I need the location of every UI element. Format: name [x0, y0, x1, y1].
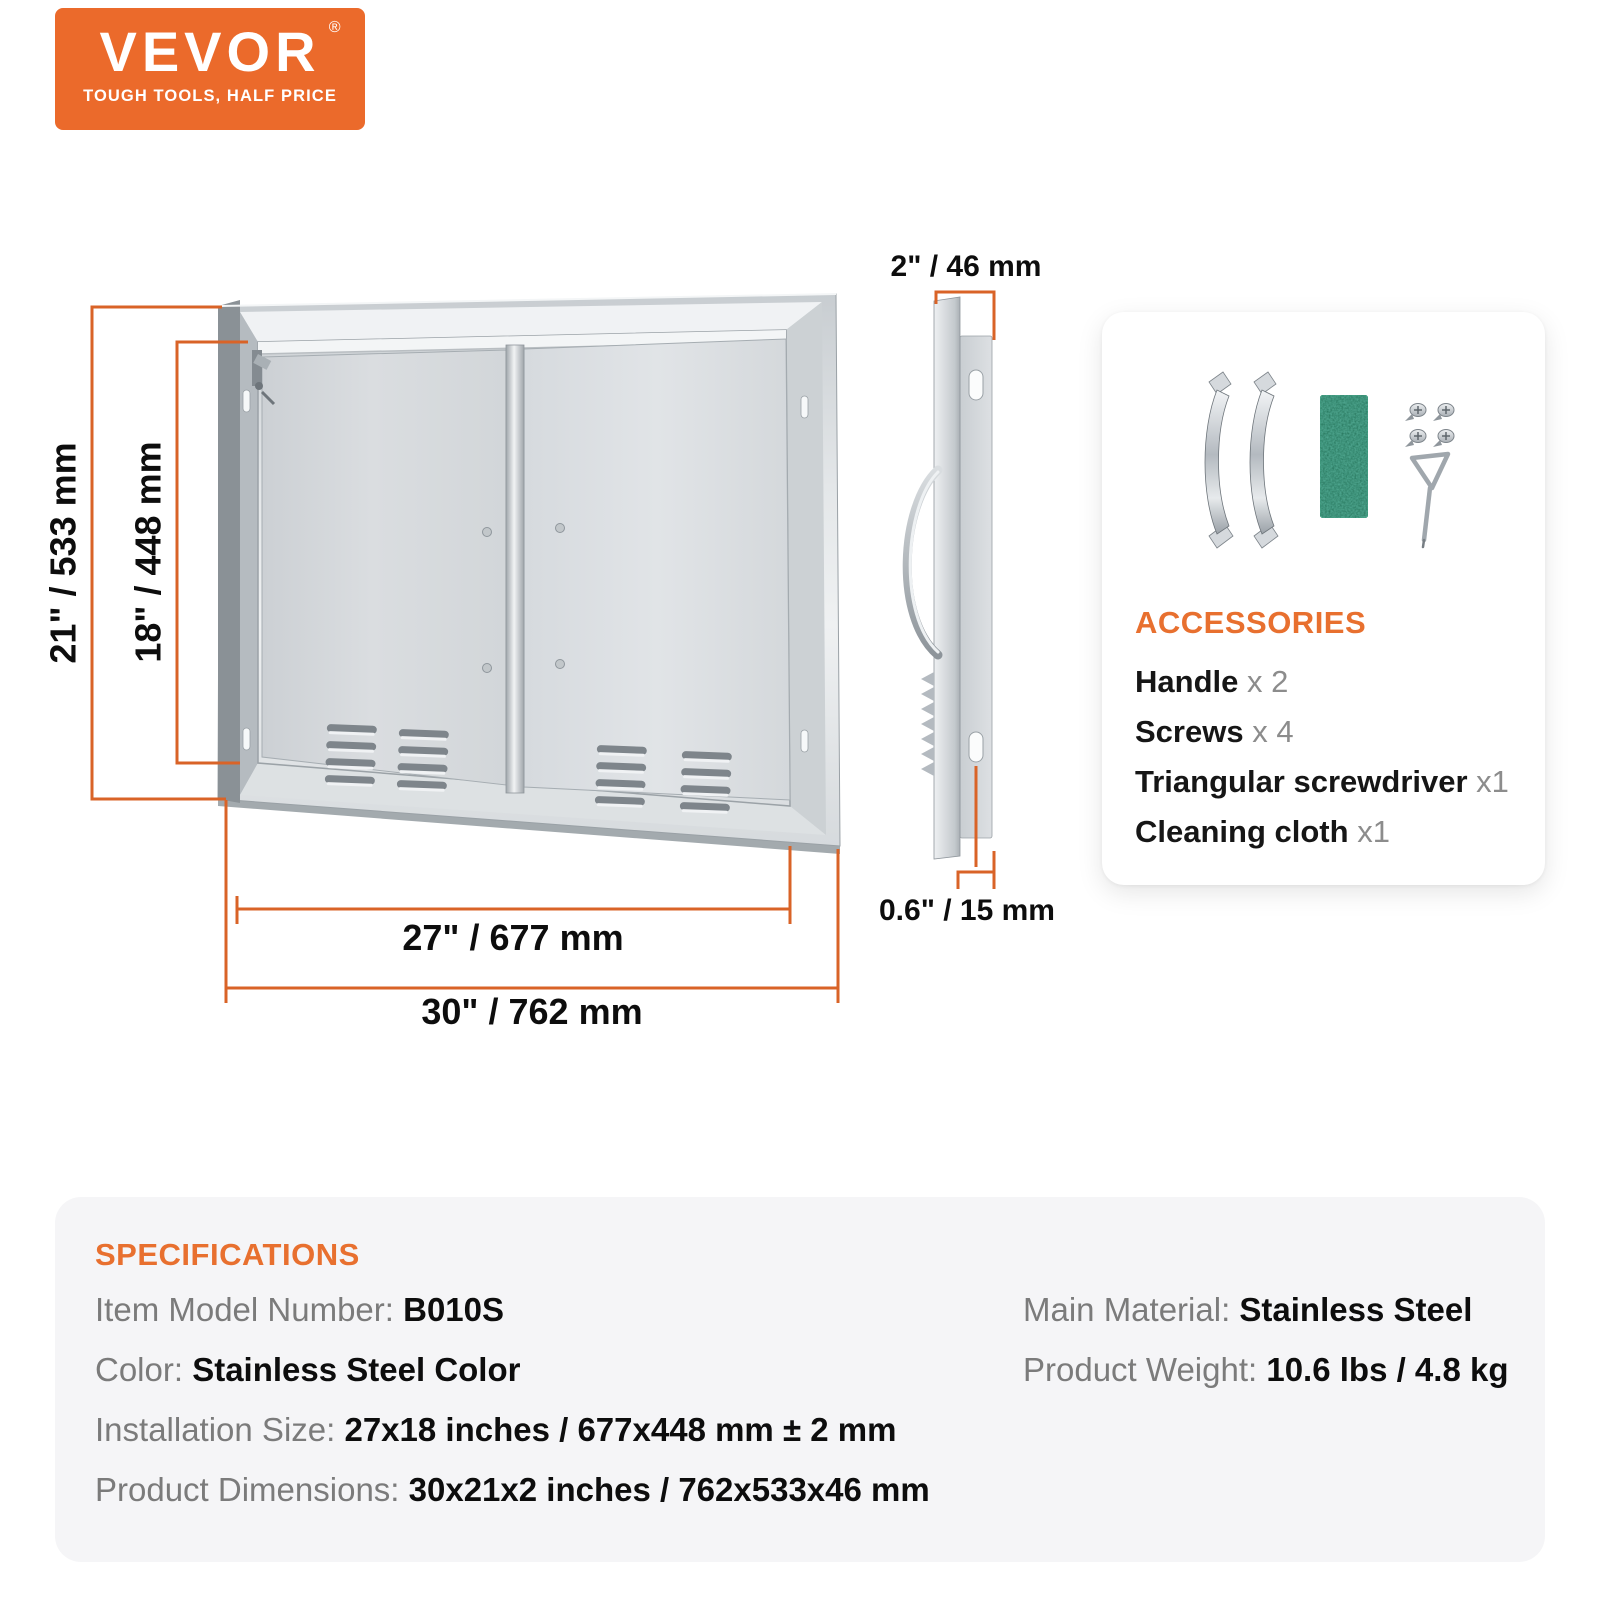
specifications-left-column	[95, 1280, 930, 1520]
screws-icon	[1405, 404, 1454, 448]
accessory-item	[1135, 707, 1525, 757]
specifications-title: SPECIFICATIONS	[95, 1237, 360, 1272]
spec-label: Installation Size:	[95, 1411, 345, 1448]
spec-row-model	[95, 1280, 930, 1340]
side-door-bar	[934, 297, 960, 859]
spec-value: 10.6 lbs / 4.8 kg	[1266, 1351, 1509, 1388]
spec-value: 27x18 inches / 677x448 mm ± 2 mm	[344, 1411, 897, 1448]
dim-label-depth: 2" / 46 mm	[890, 250, 1042, 283]
spec-row-product-weight	[1023, 1340, 1508, 1400]
spec-row-main-material	[1023, 1280, 1508, 1340]
spec-row-installation-size	[95, 1400, 930, 1460]
door-left-side-edge	[218, 300, 240, 803]
accessory-count: x 2	[1246, 664, 1289, 699]
dim-label-height-inner: 18" / 448 mm	[127, 441, 169, 663]
brand-name: VEVOR	[99, 20, 321, 83]
bevel-right-face	[786, 302, 826, 835]
spec-label: Item Model Number:	[95, 1291, 404, 1328]
accessory-name: Handle	[1135, 664, 1239, 699]
brand-tagline: TOUGH TOOLS, HALF PRICE	[83, 87, 337, 105]
spec-label: Main Material:	[1023, 1291, 1240, 1328]
accessory-count: x1	[1357, 814, 1390, 849]
spec-value: B010S	[403, 1291, 505, 1328]
dim-label-width-outer: 30" / 762 mm	[421, 991, 643, 1032]
accessory-item	[1135, 657, 1525, 707]
accessory-name: Screws	[1135, 714, 1244, 749]
dim-label-height-outer: 21" / 533 mm	[42, 442, 84, 664]
door-front-view	[218, 294, 840, 854]
accessory-item	[1135, 807, 1525, 857]
cleaning-cloth-icon	[1320, 395, 1368, 518]
dim-line-width-inner	[237, 846, 790, 924]
specifications-right-column	[1023, 1280, 1508, 1400]
registered-mark: ®	[328, 19, 341, 36]
specifications-card	[55, 1197, 1545, 1562]
spec-label: Product Dimensions:	[95, 1471, 409, 1508]
accessories-card	[1102, 312, 1545, 885]
door-panel-right	[524, 339, 790, 800]
spec-label: Color:	[95, 1351, 193, 1388]
door-panel-left	[262, 350, 506, 785]
accessories-icons	[1102, 312, 1545, 562]
accessory-count: x 4	[1252, 714, 1294, 749]
accessory-item	[1135, 757, 1525, 807]
accessories-title: ACCESSORIES	[1135, 605, 1367, 640]
spec-row-product-dimensions	[95, 1460, 930, 1520]
side-flange	[960, 336, 992, 838]
accessory-name: Triangular screwdriver	[1135, 764, 1468, 799]
spec-value: Stainless Steel Color	[192, 1351, 521, 1388]
dim-label-width-inner: 27" / 677 mm	[402, 917, 624, 958]
dim-label-flange-thickness: 0.6" / 15 mm	[879, 894, 1055, 927]
handle-icon	[1205, 372, 1278, 548]
accessories-list	[1135, 657, 1525, 857]
triangular-screwdriver-icon	[1412, 454, 1448, 547]
accessory-name: Cleaning cloth	[1135, 814, 1349, 849]
door-side-view	[907, 297, 992, 859]
side-vent-serrations	[921, 672, 934, 776]
spec-value: 30x21x2 inches / 762x533x46 mm	[408, 1471, 930, 1508]
spec-row-color	[95, 1340, 930, 1400]
spec-label: Product Weight:	[1023, 1351, 1267, 1388]
spec-value: Stainless Steel	[1239, 1291, 1473, 1328]
accessory-count: x1	[1476, 764, 1509, 799]
door-center-divider	[506, 345, 524, 793]
